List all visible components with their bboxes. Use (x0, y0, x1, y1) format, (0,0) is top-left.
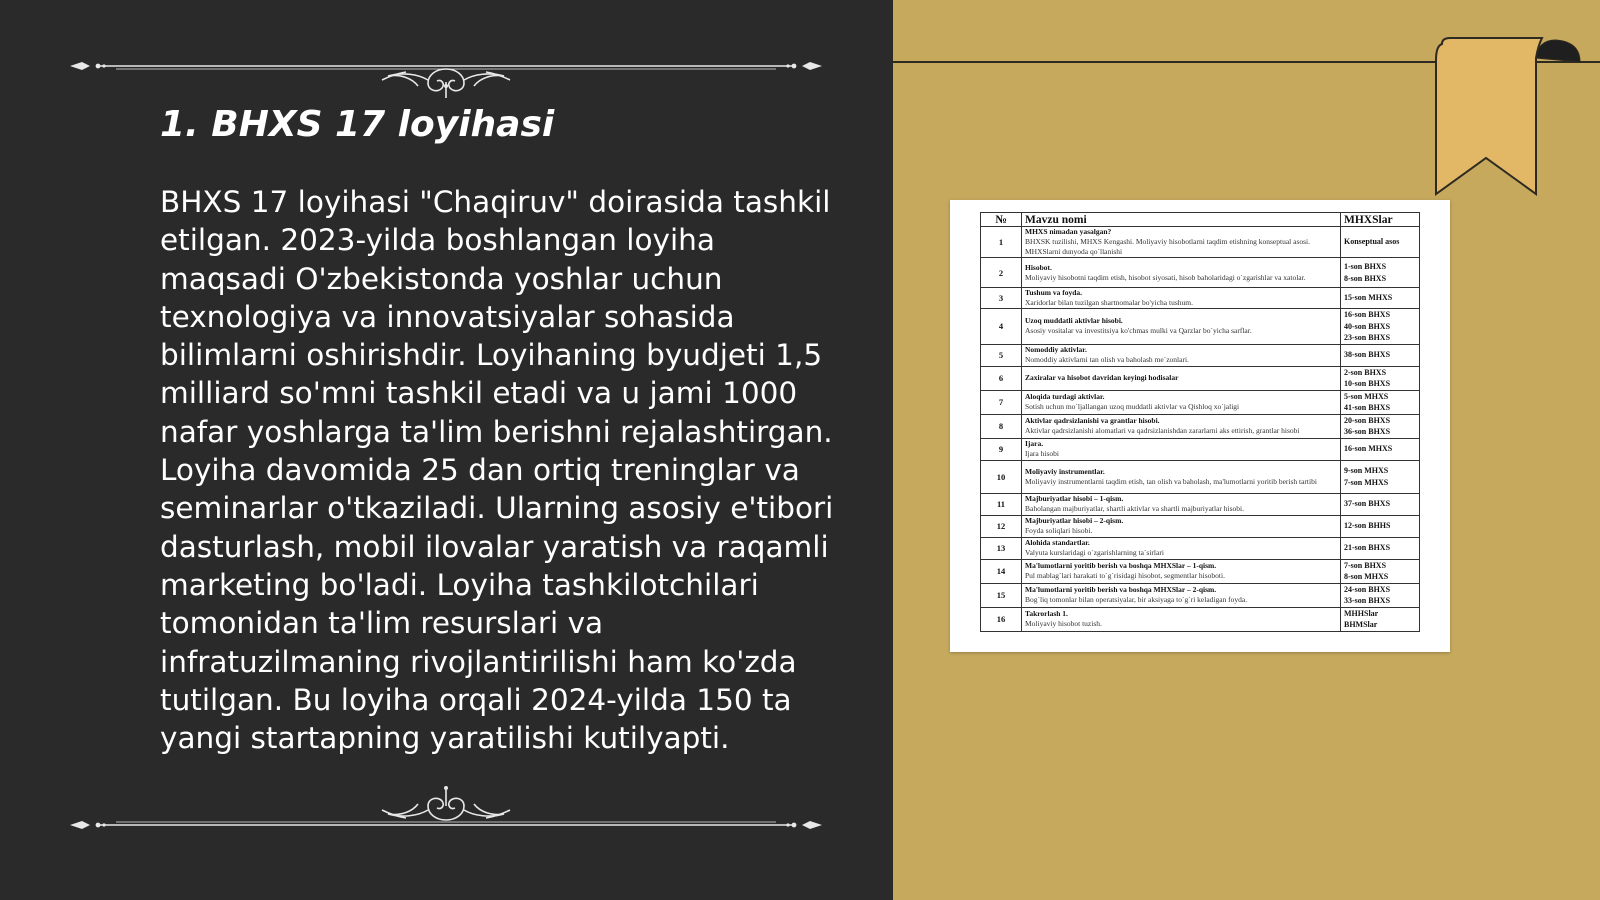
table-row (981, 493, 1420, 515)
row-topic (1022, 390, 1341, 414)
standard-code: 20-son BHXS (1344, 415, 1391, 425)
row-number: 8 (981, 414, 1022, 438)
topic-title: Nomoddiy aktivlar. (1025, 345, 1087, 354)
row-number: 1 (981, 227, 1022, 258)
table-row (981, 515, 1420, 537)
topic-title: MHXS nimadan yasalgan? (1025, 227, 1112, 236)
standard-code: 24-son BHXS (1344, 584, 1391, 594)
row-standards (1341, 438, 1420, 460)
row-topic (1022, 258, 1341, 288)
row-topic (1022, 583, 1341, 607)
row-standards (1341, 583, 1420, 607)
topic-title: Uzoq muddatli aktivlar hisobi. (1025, 316, 1123, 326)
standard-code: 23-son BHXS (1344, 333, 1391, 342)
topic-title: Tushum va foyda. (1025, 288, 1083, 297)
row-standards (1341, 366, 1420, 390)
row-topic (1022, 366, 1341, 390)
row-standards (1341, 537, 1420, 559)
row-topic (1022, 607, 1341, 631)
curriculum-table (980, 212, 1420, 632)
topic-description: Baholangan majburiyatlar, shartli aktivlar va shartli majburiyatlar hisobi. (1025, 504, 1245, 513)
table-body (981, 227, 1420, 632)
row-number: 10 (981, 460, 1022, 493)
standard-code: 21-son BHXS (1344, 543, 1391, 553)
table-row (981, 366, 1420, 390)
topic-description: Pul mablag`lari harakati to`g`risidagi hisobot, segmentlar hisoboti. (1025, 571, 1225, 580)
table-row (981, 438, 1420, 460)
curriculum-table-document (950, 200, 1450, 652)
topic-title: Aloqida turdagi aktivlar. (1025, 392, 1105, 401)
row-number: 13 (981, 537, 1022, 559)
topic-description: Ijara hisobi (1025, 449, 1059, 458)
column-header-topic: Mavzu nomi (1022, 213, 1341, 227)
topic-title: Majburiyatlar hisobi – 2-qism. (1025, 516, 1124, 525)
row-standards (1341, 414, 1420, 438)
standard-code: 33-son BHXS (1344, 596, 1391, 605)
row-standards (1341, 607, 1420, 631)
table-row (981, 559, 1420, 583)
ornament-bottom-divider (66, 770, 826, 830)
standard-code: 41-son BHXS (1344, 403, 1391, 412)
row-standards (1341, 515, 1420, 537)
row-topic (1022, 414, 1341, 438)
standard-code: 8-son BHXS (1344, 273, 1387, 283)
table-row (981, 460, 1420, 493)
row-number: 4 (981, 309, 1022, 345)
standard-code: MHHSlar (1344, 608, 1379, 618)
standard-code: 1-son BHXS (1344, 262, 1387, 271)
row-topic (1022, 515, 1341, 537)
standard-code: 7-son BHXS (1344, 560, 1387, 570)
standard-code: 15-son MHXS (1344, 293, 1393, 303)
row-standards (1341, 390, 1420, 414)
table-row (981, 390, 1420, 414)
topic-description: BHXSK tuzilishi, MHXS Kengashi. Moliyaviy hisobotlarni taqdim etishning konseptual asosi. MHXSlarni dunyoda qo`llanishi (1025, 237, 1310, 256)
standard-code: 10-son BHXS (1344, 379, 1391, 388)
table-row (981, 583, 1420, 607)
row-number: 3 (981, 288, 1022, 309)
topic-description: Xaridorlar bilan tuzilgan shartnomalar bo'yicha tushum. (1025, 298, 1193, 307)
table-row (981, 227, 1420, 258)
standard-code: 9-son MHXS (1344, 466, 1389, 475)
topic-title: Majburiyatlar hisobi – 1-qism. (1025, 494, 1124, 503)
row-standards (1341, 344, 1420, 366)
topic-title: Hisobot. (1025, 262, 1052, 272)
column-header-number: № (981, 213, 1022, 227)
table-row (981, 258, 1420, 288)
topic-description: Moliyaviy hisobotni taqdim etish, hisobot siyosati, hisob baholaridagi o`zgarishlar va xatolar. (1025, 272, 1306, 282)
row-topic (1022, 288, 1341, 309)
row-number: 9 (981, 438, 1022, 460)
row-standards (1341, 309, 1420, 345)
table-row (981, 537, 1420, 559)
standard-code: 36-son BHXS (1344, 427, 1391, 436)
row-number: 2 (981, 258, 1022, 288)
topic-description: Foyda soliqlari hisobi. (1025, 526, 1093, 535)
row-number: 7 (981, 390, 1022, 414)
table-row (981, 607, 1420, 631)
topic-title: Alohida standartlar. (1025, 538, 1090, 547)
row-standards (1341, 559, 1420, 583)
row-standards (1341, 227, 1420, 258)
topic-description: Bog`liq tomonlar bilan operatsiyalar, bir aksiyaga to`g`ri keladigan foyda. (1025, 595, 1248, 604)
row-topic (1022, 460, 1341, 493)
row-topic (1022, 537, 1341, 559)
row-standards (1341, 460, 1420, 493)
topic-title: Zaxiralar va hisobot davridan keyingi hodisalar (1025, 373, 1179, 382)
standard-code: 37-son BHXS (1344, 499, 1391, 509)
ornament-top-divider (66, 40, 826, 100)
row-number: 16 (981, 607, 1022, 631)
row-standards (1341, 288, 1420, 309)
topic-description: Sotish uchun mo`ljallangan uzoq muddatli aktivlar va Qishloq xo`jaligi (1025, 402, 1240, 411)
slide-body-text: BHXS 17 loyihasi "Chaqiruv" doirasida tashkil etilgan. 2023-yilda boshlangan loyiha maqsadi O'zbekistonda yoshlar uchun texnologiya va innovatsiyalar sohasida bilimlarni oshirishdir. Loyihaning byudjeti 1,5 milliard so'mni tashkil etadi va u jami 1000 nafar yoshlarga ta'lim berishni rejalashtirgan. Loyiha davomida 25 dan ortiq treninglar va seminarlar o'tkaziladi. Ularning asosiy e'tibori dasturlash, mobil ilovalar yaratish va raqamli marketing bo'ladi. Loyiha tashkilotchilari tomonidan ta'lim resurslari va infratuzilmaning rivojlantirilishi ham ko'zda tutilgan. Bu loyiha orqali 2024-yilda 150 ta yangi startapning yaratilishi kutilyapti. (160, 185, 834, 756)
standard-code: 40-son BHXS (1344, 321, 1391, 331)
standard-code: 12-son BHHS (1344, 521, 1391, 531)
standard-code: 38-son BHXS (1344, 350, 1391, 360)
row-topic (1022, 309, 1341, 345)
standard-code: 8-son MHXS (1344, 572, 1389, 581)
standard-code: 2-son BHXS (1344, 367, 1387, 377)
table-row (981, 414, 1420, 438)
table-row (981, 309, 1420, 345)
topic-title: Takrorlash 1. (1025, 609, 1068, 618)
row-topic (1022, 438, 1341, 460)
row-topic (1022, 559, 1341, 583)
row-standards (1341, 258, 1420, 288)
row-topic (1022, 493, 1341, 515)
topic-description: Valyuta kurslaridagi o`zgarishlarning ta`sirlari (1025, 548, 1164, 557)
table-row (981, 344, 1420, 366)
row-topic (1022, 344, 1341, 366)
row-number: 6 (981, 366, 1022, 390)
topic-title: Aktivlar qadrsizlanishi va grantlar hisobi. (1025, 416, 1160, 425)
bookmark-icon (1434, 36, 1582, 206)
row-number: 15 (981, 583, 1022, 607)
topic-title: Ma'lumotlarni yoritib berish va boshqa MHXSlar – 1-qism. (1025, 561, 1217, 570)
row-number: 5 (981, 344, 1022, 366)
slide-title: 1. BHXS 17 loyihasi (160, 104, 555, 145)
topic-title: Ijara. (1025, 439, 1044, 448)
topic-description: Moliyaviy instrumentlarni taqdim etish, tan olish va baholash, ma'lumotlarni yoritib berish tartibi (1025, 476, 1317, 486)
topic-description: Nomoddiy aktivlarni tan olish va baholash me`zonlari. (1025, 355, 1189, 364)
table-row (981, 288, 1420, 309)
standard-code: 16-son BHXS (1344, 310, 1391, 319)
topic-description: Asosiy vositalar va investitsiya ko'chmas mulki va Qarzlar bo`yicha sarflar. (1025, 326, 1252, 336)
row-standards (1341, 493, 1420, 515)
standard-code: Konseptual asos (1344, 237, 1400, 247)
column-header-standards: MHXSlar (1341, 213, 1420, 227)
standard-code: 5-son MHXS (1344, 391, 1389, 401)
standard-code: BHMSlar (1344, 620, 1378, 629)
row-topic (1022, 227, 1341, 258)
topic-title: Moliyaviy instrumentlar. (1025, 466, 1105, 476)
standard-code: 16-son MHXS (1344, 444, 1393, 454)
topic-description: Aktivlar qadrsizlanishi alomatlari va qadrsizlanishdan zararlarni aks ettirish, grantlar hisobi (1025, 426, 1300, 435)
row-number: 12 (981, 515, 1022, 537)
standard-code: 7-son MHXS (1344, 477, 1389, 487)
row-number: 11 (981, 493, 1022, 515)
table-header-row (981, 213, 1420, 227)
topic-description: Moliyaviy hisobot tuzish. (1025, 619, 1102, 628)
row-number: 14 (981, 559, 1022, 583)
topic-title: Ma'lumotlarni yoritib berish va boshqa MHXSlar – 2-qism. (1025, 585, 1217, 594)
